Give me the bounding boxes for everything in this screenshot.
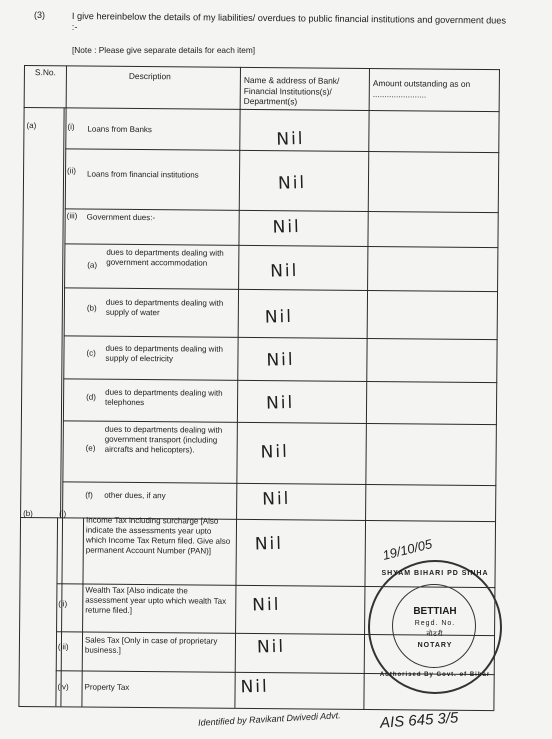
row-sub-number: (i) [59, 509, 67, 519]
row-sub-number: (ii) [58, 599, 68, 609]
row-value: Nil [256, 636, 286, 658]
row-description: Income Tax including surcharge [Also indicate the assessments year upto which Income Tax Return filed. Give also permanent Account Number (PAN)] [85, 515, 231, 556]
table-border-bottom [18, 706, 494, 711]
row-description: other dues, if any [104, 490, 166, 501]
sno-b: (b) [23, 509, 33, 519]
section-number: (3) [34, 10, 45, 20]
row-sub-number: (iii) [57, 642, 69, 652]
header-rule [24, 107, 500, 112]
row-description: Loans from Banks [87, 124, 152, 135]
row-rule [63, 378, 497, 383]
stamp-top-text: SHYAM BIHARI PD SINHA [381, 570, 489, 577]
row-sub-number: (i) [67, 122, 75, 132]
row-description: dues to departments dealing with supply of electricity [105, 343, 223, 364]
notary-stamp [368, 560, 502, 694]
subcol-divider-b [55, 517, 58, 706]
signature-date: 19/10/05 [380, 536, 434, 563]
row-value: Nil [260, 441, 290, 463]
row-description: Loans from financial institutions [87, 169, 199, 180]
row-value: Nil [240, 676, 270, 698]
note-text: [Note : Please give separate details for each item] [72, 45, 256, 55]
row-description: dues to departments dealing with government accommodation [106, 247, 224, 268]
row-rule [64, 287, 498, 292]
row-value: Nil [264, 306, 294, 328]
stamp-bottom-text: Authorised By Govt. of Bihar [379, 672, 491, 678]
header-amount: Amount outstanding as on ....................... [372, 78, 471, 100]
identifier-signature: Identified by Ravikant Dwivedi Advt. [197, 710, 341, 728]
row-description: dues to departments dealing with telephones [105, 387, 223, 408]
row-rule [62, 481, 496, 486]
row-letter: (b) [86, 303, 97, 313]
stamp-center-text: BETTIAH [413, 606, 457, 617]
row-description: Sales Tax [Only in case of proprietary business.] [84, 635, 218, 655]
col-divider-desc [234, 67, 241, 708]
stamp-hindi-text: नोटरी [426, 631, 444, 638]
row-rule [64, 335, 498, 340]
row-value: Nil [269, 260, 299, 282]
row-description: Property Tax [84, 682, 130, 692]
liabilities-statement: I give hereinbelow the details of my liabilities/ overdues to public financial institutions and government dues :- [71, 11, 507, 33]
row-letter: (d) [86, 392, 96, 402]
row-description: Wealth Tax [Also indicate the assessment year upto which wealth Tax returne filed.] [85, 585, 227, 615]
row-value: Nil [265, 392, 295, 414]
row-sub-number: (iii) [66, 211, 78, 221]
row-value: Nil [277, 172, 307, 194]
initials-signature: AIS 645 3/5 [379, 709, 459, 732]
row-letter: (e) [85, 443, 96, 453]
table-border-top [24, 65, 500, 70]
row-value: Nil [266, 349, 295, 371]
row-letter: (f) [85, 490, 93, 500]
row-value: Nil [252, 594, 281, 616]
row-sub-number: (ii) [67, 166, 77, 176]
table-border-left [18, 65, 25, 706]
header-sno: S.No. [34, 67, 56, 78]
row-value: Nil [276, 128, 305, 150]
stamp-label-text: NOTARY [417, 642, 453, 649]
row-sub-number: (iv) [57, 682, 69, 692]
header-description: Description [128, 70, 171, 82]
row-value: Nil [254, 533, 284, 555]
header-bank: Name & address of Bank/ Financial Institutions(s)/ Department(s) [243, 74, 340, 107]
row-description: dues to departments dealing with supply of water [105, 297, 224, 318]
row-letter: (c) [86, 348, 96, 358]
row-value: Nil [272, 216, 302, 238]
row-value: Nil [261, 488, 291, 510]
subcol-divider-b2 [81, 518, 84, 707]
sno-a: (a) [26, 121, 37, 131]
row-letter: (a) [87, 260, 98, 270]
row-description: dues to departments dealing with government transport (including aircrafts and helicopters). [104, 424, 223, 455]
stamp-reg-text: Regd. No. [414, 620, 456, 627]
row-description: Government dues:- [86, 212, 156, 223]
